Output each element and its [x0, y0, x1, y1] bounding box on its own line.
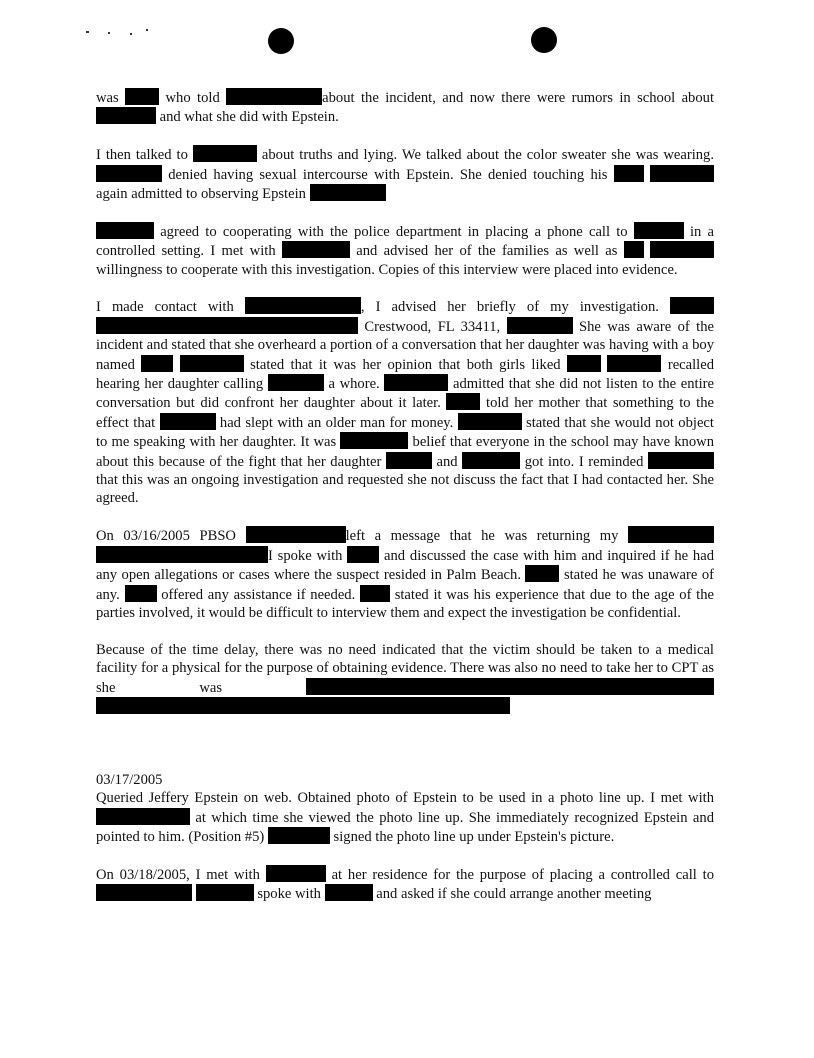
report-body	[96, 88, 714, 922]
text: and	[436, 453, 458, 470]
redaction-box	[125, 88, 159, 105]
paragraph-controlled-call-2	[96, 865, 714, 904]
scan-speck	[86, 31, 89, 33]
paragraph-medical	[96, 641, 714, 717]
redaction-box	[196, 884, 254, 901]
text: On 03/16/2005 PBSO	[96, 528, 236, 545]
redaction-box	[246, 526, 346, 543]
redaction-box	[96, 317, 358, 334]
redaction-box	[268, 374, 324, 391]
redaction-box	[360, 585, 390, 602]
redaction-box	[507, 317, 573, 334]
redaction-box	[245, 297, 361, 314]
paragraph-rumors	[96, 88, 714, 127]
redaction-box	[650, 165, 714, 182]
redaction-box	[266, 865, 326, 882]
text: agreed to cooperating with the police department in placing a phone call to	[160, 223, 628, 240]
text: left a message that he was returning my	[345, 528, 619, 545]
text: admitted that she did not listen to the entire conversation but did confront her daughter about it later.	[96, 376, 714, 412]
text: stated he was unaware of any.	[96, 567, 714, 603]
redaction-box	[614, 165, 644, 182]
text: stated it was his experience that due to the age of the parties involved, it would be difficult to interview them and expect the investigation be confidential.	[96, 586, 714, 621]
text: at her residence for the purpose of placing a controlled call to	[331, 866, 715, 883]
text: about the incident, and now there were rumors in school about	[322, 90, 714, 106]
text: had slept with an older man for money.	[219, 414, 454, 431]
text: and advised her of the families as well as	[356, 243, 618, 260]
text: Crestwood, FL 33411,	[364, 318, 501, 335]
paragraph-interview	[96, 145, 714, 203]
text: I made contact with	[96, 299, 234, 316]
redaction-box	[384, 374, 448, 391]
text: and discussed the case with him and inquired if he had any open allegations or cases where the suspect resided in Palm Beach.	[96, 547, 714, 584]
text: again admitted to observing Epstein	[96, 186, 306, 203]
text: willingness to cooperate with this investigation. Copies of this interview were placed into evidence.	[96, 261, 678, 278]
redaction-box	[180, 355, 244, 372]
text: On 03/18/2005, I met with	[96, 866, 260, 883]
redaction-box	[650, 241, 714, 258]
text: belief that everyone in the school may have known about this because of the fight that her daughter	[96, 434, 714, 470]
text: and asked if she could arrange another meeting	[376, 886, 652, 903]
entry-date	[96, 771, 714, 789]
redaction-box	[96, 884, 192, 901]
redaction-box	[96, 165, 162, 182]
punch-hole-left	[268, 28, 294, 54]
paragraph-mother-contact	[96, 297, 714, 507]
text: told her mother that something to the effect that	[96, 395, 715, 431]
redaction-box	[446, 393, 480, 410]
redaction-box	[268, 827, 330, 844]
text: , I advised her briefly of my investigation.	[360, 299, 659, 316]
redaction-box	[306, 678, 714, 695]
paragraph-pbso	[96, 526, 714, 622]
redaction-box	[193, 145, 257, 162]
redaction-box	[462, 452, 520, 469]
text: at which time she viewed the photo line up. She immediately recognized Epstein and pointed to him. (Position #5)	[96, 809, 714, 845]
redaction-box	[386, 452, 432, 469]
text: She was aware of the incident and stated that she overheard a portion of a conversation that her daughter was having with a boy named	[96, 318, 714, 373]
redaction-box	[628, 526, 714, 543]
text: spoke with	[257, 886, 321, 903]
text: stated that she would not object to me speaking with her daughter. It was	[96, 414, 714, 451]
text: Because of the time delay, there was no need indicated that the victim should be taken to a medical facility for a physical for the purpose of obtaining evidence. There was also no need to take her to CPT as she was	[96, 641, 714, 696]
text: stated that it was her opinion that both girls liked	[250, 356, 561, 373]
redaction-box	[96, 222, 154, 239]
redaction-box	[624, 241, 644, 258]
paragraph-controlled-call	[96, 222, 714, 279]
redaction-box	[607, 355, 661, 372]
redaction-box	[282, 241, 350, 258]
redaction-box	[125, 585, 157, 602]
text: and what she did with Epstein.	[159, 109, 339, 126]
redaction-box	[96, 107, 156, 124]
text: who told	[165, 90, 220, 106]
redaction-box	[670, 297, 714, 314]
redaction-box	[310, 184, 386, 201]
text: Queried Jeffery Epstein on web. Obtained photo of Epstein to be used in a photo line up. I met with	[96, 790, 714, 807]
redaction-box	[648, 452, 714, 469]
redaction-box	[525, 565, 559, 582]
redaction-box	[96, 808, 190, 825]
scan-speck	[130, 33, 132, 35]
text: I then talked to	[96, 147, 188, 164]
redaction-box	[325, 884, 373, 901]
text: offered any assistance if needed.	[161, 586, 356, 603]
text: denied having sexual intercourse with Epstein. She denied touching his	[168, 166, 608, 183]
paragraph-photo-lineup	[96, 789, 714, 846]
redaction-box	[634, 222, 684, 239]
redaction-box	[340, 432, 408, 449]
text: a whore.	[328, 376, 380, 393]
redaction-box	[567, 355, 601, 372]
text: about truths and lying. We talked about the color sweater she was wearing.	[261, 147, 715, 164]
date-text: 03/17/2005	[96, 771, 163, 788]
text: that this was an ongoing investigation and requested she not discuss the fact that I had contacted her. She agreed.	[96, 472, 714, 507]
redaction-box	[458, 413, 522, 430]
redaction-box	[96, 697, 510, 714]
text: recalled hearing her daughter calling	[96, 356, 715, 393]
spacer	[96, 735, 714, 771]
redaction-box	[96, 546, 268, 563]
text: was	[96, 90, 119, 106]
text: in a controlled setting. I met with	[96, 223, 715, 260]
redaction-box	[160, 413, 216, 430]
text: I spoke with	[268, 547, 343, 564]
scan-speck	[146, 29, 148, 31]
redaction-box	[226, 88, 322, 105]
redaction-box	[347, 546, 379, 563]
punch-hole-right	[531, 27, 557, 53]
scan-speck	[108, 32, 110, 34]
text: got into. I reminded	[524, 453, 644, 470]
text: signed the photo line up under Epstein's picture.	[333, 828, 615, 845]
redaction-box	[141, 355, 173, 372]
